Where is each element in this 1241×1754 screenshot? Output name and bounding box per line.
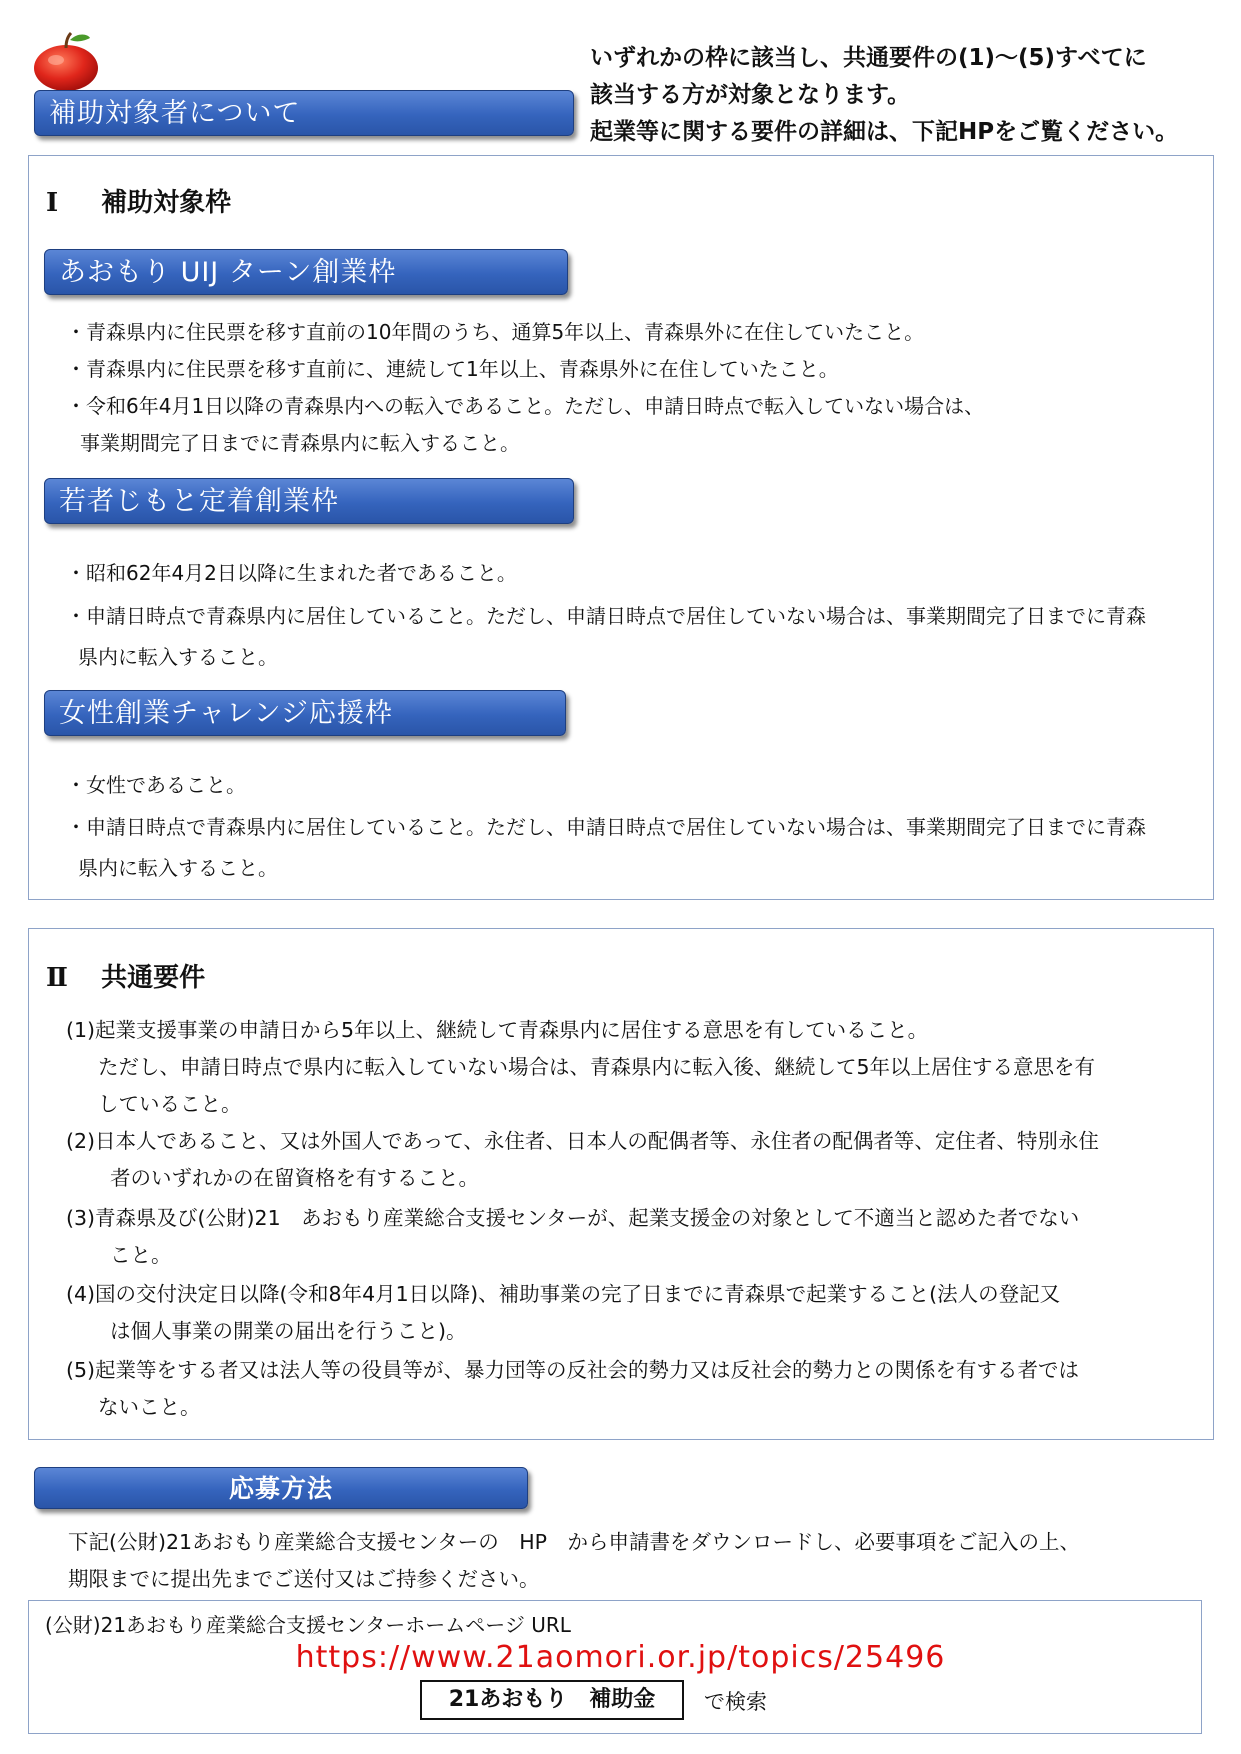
section1-number: Ⅰ [46,188,59,218]
list-item: 事業期間完了日までに青森県内に転入すること。 [80,431,520,455]
list-item: 県内に転入すること。 [78,856,278,880]
intro-line: いずれかの枠に該当し、共通要件の(1)～(5)すべてに [590,45,1147,71]
list-item: ・申請日時点で青森県内に居住していること。ただし、申請日時点で居住していない場合は、事業期間完了日までに青森 [66,604,1146,628]
requirement-line: ないこと。 [98,1395,201,1419]
list-item: 県内に転入すること。 [78,645,278,669]
category-banner-young [44,478,574,524]
website-url-link[interactable]: https://www.21aomori.or.jp/topics/25496 [295,1640,946,1675]
requirement-line: (5)起業等をする者又は法人等の役員等が、暴力団等の反社会的勢力又は反社会的勢力との関係を有する者では [66,1358,1080,1382]
requirement-line: していること。 [98,1092,242,1116]
section1-title: 補助対象枠 [101,188,232,218]
requirement-line: (2)日本人であること、又は外国人であって、永住者、日本人の配偶者等、永住者の配偶者等、定住者、特別永住 [66,1129,1099,1153]
search-keyword-box: 21あおもり 補助金 [420,1680,684,1720]
section2-heading [46,957,205,994]
intro-line: 該当する方が対象となります。 [590,82,911,108]
section2-title: 共通要件 [101,963,206,993]
apply-text-line: 期限までに提出先までご送付又はご持参ください。 [68,1567,540,1591]
list-item: ・青森県内に住民票を移す直前の10年間のうち、通算5年以上、青森県外に在住していたこと。 [66,320,925,344]
list-item: ・昭和62年4月2日以降に生まれた者であること。 [66,561,517,585]
hp-label: (公財)21あおもり産業総合支援センターホームページ URL [45,1613,571,1637]
apply-title: 応募方法 [228,1474,333,1503]
requirement-line: (3)青森県及び(公財)21 あおもり産業総合支援センターが、起業支援金の対象として不適当と認めた者でない [66,1206,1080,1230]
category-title: あおもり UIJ ターン創業枠 [59,257,397,288]
header-banner-title: 補助対象者について [49,98,301,129]
apply-banner [34,1467,528,1509]
category-banner-uij [44,249,568,295]
category-banner-women [44,690,566,736]
requirement-line: 者のいずれかの在留資格を有すること。 [110,1166,479,1190]
apply-text-line: 下記(公財)21あおもり産業総合支援センターの HP から申請書をダウンロードし、必要事項をご記入の上、 [68,1530,1081,1554]
list-item: ・申請日時点で青森県内に居住していること。ただし、申請日時点で居住していない場合は、事業期間完了日までに青森 [66,815,1146,839]
list-item: ・女性であること。 [66,773,246,797]
requirement-line: ただし、申請日時点で県内に転入していない場合は、青森県内に転入後、継続して5年以上居住する意思を有 [98,1055,1096,1079]
intro-text [590,40,1230,151]
requirement-line: こと。 [110,1243,172,1267]
list-item: ・令和6年4月1日以降の青森県内への転入であること。ただし、申請日時点で転入していない場合は、 [66,394,985,418]
requirement-line: は個人事業の開業の届出を行うこと)。 [110,1319,467,1343]
category-title: 女性創業チャレンジ応援枠 [59,698,393,729]
intro-line: 起業等に関する要件の詳細は、下記HPをご覧ください。 [590,119,1179,145]
section1-heading [46,182,231,219]
requirement-line: (1)起業支援事業の申請日から5年以上、継続して青森県内に居住する意思を有していること。 [66,1018,929,1042]
category-title: 若者じもと定着創業枠 [59,486,339,517]
apple-icon [30,30,102,92]
header-banner [34,90,574,136]
list-item: ・青森県内に住民票を移す直前に、連続して1年以上、青森県外に在住していたこと。 [66,357,839,381]
requirement-line: (4)国の交付決定日以降(令和8年4月1日以降)、補助事業の完了日までに青森県で起業すること(法人の登記又 [66,1282,1061,1306]
search-suffix: で検索 [704,1690,767,1714]
section2-number: Ⅱ [46,963,68,993]
